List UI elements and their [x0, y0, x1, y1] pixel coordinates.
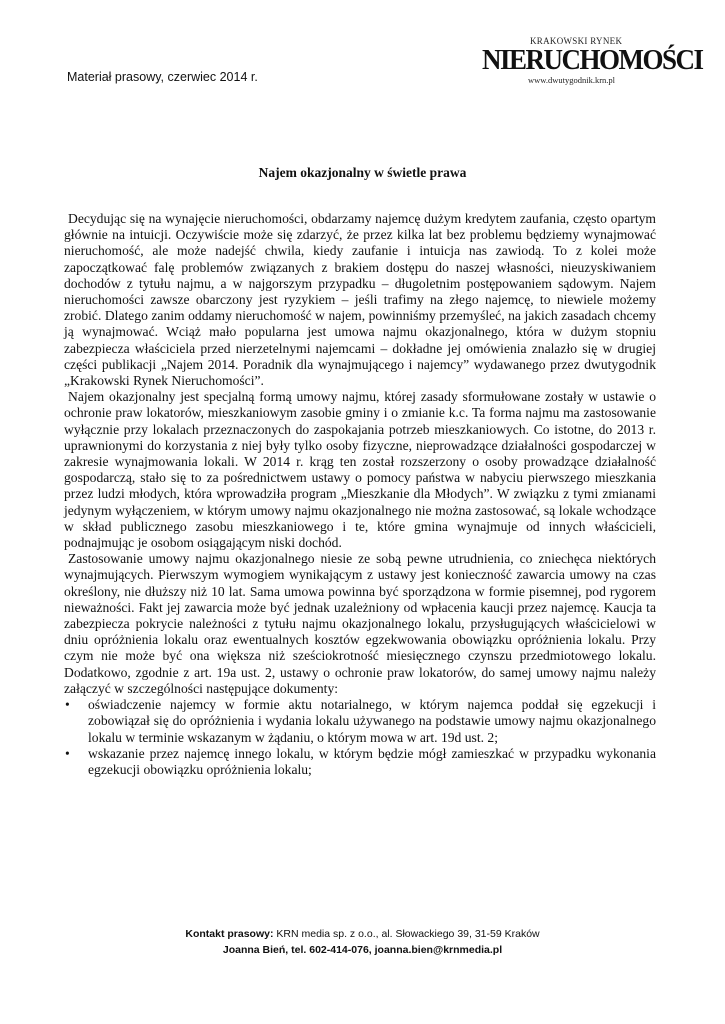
bullet-icon: • — [65, 697, 70, 713]
bullet-icon: • — [65, 745, 70, 761]
footer-address: KRN media sp. z o.o., al. Słowackiego 39, 31-59 Kraków — [273, 928, 540, 940]
publisher-logo — [482, 36, 703, 88]
list-item-text: oświadczenie najemcy w formie aktu notarialnego, w którym najemca poddał się egzekucji i zobowiązał się do opróżnienia i wydania lokalu używanego na podstawie umowy najmu okazjonalnego lokalu w terminie wskazanym w żądaniu, o którym mowa w art. 19d ust. 2; — [88, 697, 656, 745]
paragraph: Najem okazjonalny jest specjalną formą umowy najmu, której zasady sformułowane zostały w ustawie o ochronie praw lokatorów, mieszkaniowym zasobie gminy i o zmianie k.c. Ta forma najmu ma zastosowanie wyłącznie przy lokalach przeznaczonych do zaspokajania potrzeb mieszkaniowych. Co istotne, do 2013 r. uprawnionymi do korzystania z niej były tylko osoby fizyczne, nieprowadzące działalności gospodarczej w zakresie wynajmowania lokali. W 2014 r. krąg ten został rozszerzony o osoby prowadzące działalność gospodarczą, stało się to za pośrednictwem ustawy o pomocy państwa w nabyciu pierwszego mieszkania przez ludzi młodych, która wprowadziła program „Mieszkanie dla Młodych”. W związku z tymi zmianami jedynym wyłączeniem, w którym umowy najmu okazjonalnego nie można zastosować, są lokale wchodzące w skład publicznego zasobu mieszkaniowego i te, które gmina wynajmuje od innych właścicieli, podnajmując je osobom osiągającym niski dochód. — [64, 389, 656, 551]
footer-label: Kontakt prasowy: — [185, 928, 274, 940]
logo-title: NIERUCHOMOŚCI — [482, 44, 703, 76]
footer-contact-person: Joanna Bień, tel. 602-414-076, joanna.bien@krnmedia.pl — [222, 944, 503, 956]
document-body — [64, 211, 656, 778]
list-item — [64, 746, 656, 778]
logo-url: www.dwutygodnik.krn.pl — [528, 75, 616, 85]
press-release-date: Materiał prasowy, czerwiec 2014 r. — [67, 70, 258, 84]
list-item — [64, 697, 656, 746]
list-item-text: wskazanie przez najemcę innego lokalu, w którym będzie mógł zamieszkać w przypadku wykonania egzekucji obowiązku opróżnienia lokalu; — [88, 745, 656, 777]
document-title: Najem okazjonalny w świetle prawa — [258, 165, 467, 180]
paragraph: Zastosowanie umowy najmu okazjonalnego niesie ze sobą pewne utrudnienia, co zniechęca niektórych wynajmujących. Pierwszym wymogiem wynikającym z ustawy jest konieczność zawarcia umowy na czas określony, nie dłuższy niż 10 lat. Sama umowa powinna być sporządzona w formie pisemnej, pod rygorem nieważności. Fakt jej zawarcia może być jednak uzależniony od wpłacenia kaucji przez najemcę. Kaucja ta zabezpiecza pokrycie należności z tytułu najmu okazjonalnego lokalu, przysługujących właścicielowi w dniu opróżnienia lokalu oraz ewentualnych kosztów egzekwowania obowiązku opróżnienia lokalu. Przy czym nie może być ona większa niż sześciokrotność miesięcznego czynszu przedmiotowego lokalu. Dodatkowo, zgodnie z art. 19a ust. 2, ustawy o ochronie praw lokatorów, do samej umowy najmu należy załączyć w szczególności następujące dokumenty: — [64, 551, 656, 696]
logo-subtitle: KRAKOWSKI RYNEK — [530, 36, 623, 46]
paragraph: Decydując się na wynajęcie nieruchomości, obdarzamy najemcę dużym kredytem zaufania, często opartym głównie na intuicji. Oczywiście może się zdarzyć, że przez kilka lat bez problemu będziemy wynajmować nieruchomość, ale może nadejść chwila, kiedy zaufanie i intuicja nas zawiodą. To z kolei może zapoczątkować falę problemów związanych z brakiem dostępu do naszej własności, nieuzyskiwaniem dochodów z tytułu najmu, a w najgorszym przypadku – długoletnim postępowaniem sądowym. Najem nieruchomości zawsze obarczony jest ryzykiem – jeśli trafimy na złego najemcę, to niewiele możemy zrobić. Dlatego zanim oddamy nieruchomość w najem, powinniśmy przemyśleć, na jakich zasadach chcemy ją wynajmować. Wciąż mało popularna jest umowa najmu okazjonalnego, która w dużym stopniu zabezpiecza właściciela przed nierzetelnymi najemcami – dokładne jej omówienia znalazło się w drugiej części publikacji „Najem 2014. Poradnik dla wynajmującego i najemcy” wydawanego przez dwutygodnik „Krakowski Rynek Nieruchomości”. — [64, 211, 656, 389]
footer-line-1 — [0, 926, 725, 942]
footer-contact — [0, 926, 725, 958]
footer-line-2 — [0, 942, 725, 958]
